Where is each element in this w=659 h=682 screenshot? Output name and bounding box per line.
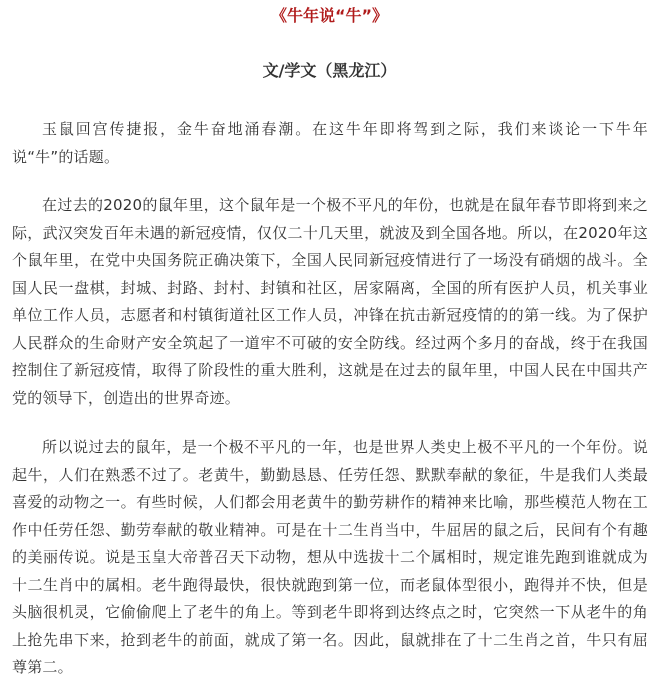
paragraph-ox-legend: 所以说过去的鼠年，是一个极不平凡的一年，也是世界人类史上极不平凡的一个年份。说起牛，人们在熟悉不过了。老黄牛，勤勤恳恳、任劳任怨、默默奉献的象征，牛是我们人类最喜爱的动物之一。有些时候，人们都会用老黄牛的勤劳耕作的精神来比喻，那些模范人物在工作中任劳任怨、勤劳奉献的敬业精神。可是在十二生肖当中，牛屈居的鼠之后，民间有个有趣的美丽传说。说是玉皇大帝普召天下动物，想从中选拔十二个属相时，规定谁先跑到谁就成为十二生肖中的属相。老牛跑得最快，很快就跑到第一位，而老鼠体型很小，跑得并不快，但是头脑很机灵，它偷偷爬上了老牛的角上。等到老牛即将到达终点之时，它突然一下从老牛的角上抢先串下来，抢到老牛的前面，就成了第一名。因此，鼠就排在了十二生肖之首，牛只有屈尊第二。	[12, 438, 648, 676]
article-title: 《牛年说“牛”》	[270, 6, 389, 25]
paragraph-rat-year: 在过去的2020的鼠年里，这个鼠年是一个极不平凡的年份，也就是在鼠年春节即将到来之际，武汉突发百年未遇的新冠疫情，仅仅二十几天里，就波及到全国各地。所以，在2020年这个鼠年里，在党中央国务院正确决策下，全国人民同新冠疫情进行了一场没有硝烟的战斗。全国人民一盘棋，封城、封路、封村、封镇和社区，居家隔离，全国的所有医护人员，机关事业单位工作人员，志愿者和村镇街道社区工作人员，冲锋在抗击新冠疫情的的第一线。为了保护人民群众的生命财产安全筑起了一道牢不可破的安全防线。经过两个多月的奋战，终于在我国控制住了新冠疫情，取得了阶段性的重大胜利，这就是在过去的鼠年里，中国人民在中国共产党的领导下，创造出的世界奇迹。	[12, 196, 648, 407]
paragraph-intro: 玉鼠回宫传捷报，金牛奋地涌春潮。在这牛年即将驾到之际，我们来谈论一下牛年说“牛”的话题。	[12, 120, 648, 166]
article-byline: 文/学文（黑龙江）	[262, 61, 397, 80]
